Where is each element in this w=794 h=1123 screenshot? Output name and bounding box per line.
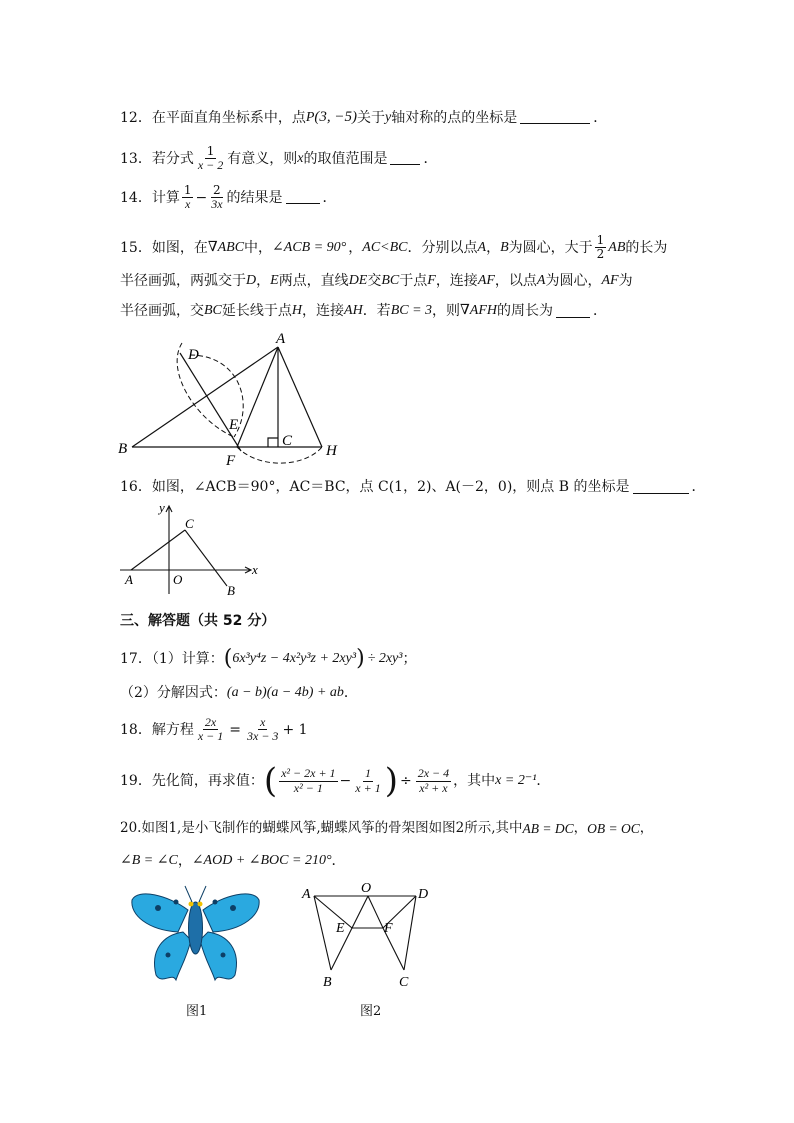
q19-fraction-1 xyxy=(279,767,337,794)
q13-text-b: 有意义，则 xyxy=(227,150,298,167)
q13-text-c: 的取值范围是 xyxy=(303,150,388,167)
q17-part1-end: ； xyxy=(402,651,417,667)
right-upper-wing xyxy=(203,894,259,932)
wing-spot xyxy=(230,905,236,911)
q15-text: 两点，直线 xyxy=(278,273,349,289)
q14-minus: − xyxy=(195,189,208,206)
label-c: C xyxy=(282,433,293,449)
q15-segment-bc: BC xyxy=(204,303,222,318)
left-upper-wing xyxy=(132,894,188,932)
q20-eq-angle-sum: ∠AOD + ∠BOC = 210° xyxy=(191,853,332,868)
segment-cb xyxy=(185,530,227,586)
wing-spot xyxy=(221,953,226,958)
q19-fraction-3 xyxy=(416,767,451,794)
q15-point-a: A xyxy=(477,239,487,255)
label-f: F xyxy=(384,921,393,936)
label-d: D xyxy=(188,347,199,363)
q15-text: ，则 xyxy=(432,303,461,319)
q19-f1-den: x² − 1 xyxy=(293,780,323,795)
label-d: D xyxy=(418,887,429,902)
segment-af xyxy=(237,347,278,447)
q13-end: ． xyxy=(423,150,438,167)
label-h: H xyxy=(326,443,337,459)
q15-answer-blank xyxy=(556,305,590,318)
q12-answer-blank xyxy=(520,111,590,124)
q19-fraction-2 xyxy=(353,767,382,794)
q15-text: 为圆心， xyxy=(545,273,602,289)
q15-text: ，连接 xyxy=(435,273,478,289)
wing-spot xyxy=(155,905,161,911)
label-o: O xyxy=(173,572,183,587)
q18-fraction-1 xyxy=(196,716,225,743)
label-b: B xyxy=(323,975,332,990)
q12-point: P xyxy=(305,109,315,125)
q13-frac-num: 1 xyxy=(206,144,215,158)
q15-text: ，连接 xyxy=(302,303,345,319)
label-e: E xyxy=(229,417,239,433)
q18-f1-den: x − 1 xyxy=(197,729,224,744)
q17-part2-label: （2）分解因式： xyxy=(120,685,227,701)
q15-segment-af: AF xyxy=(477,273,495,288)
question-12 xyxy=(120,110,607,125)
label-a: A xyxy=(125,572,133,587)
q17-open-paren: ( xyxy=(223,646,233,671)
segment-ba xyxy=(132,347,278,447)
section-3-title: 三、解答题（共 52 分） xyxy=(120,613,276,629)
q15-text: ， xyxy=(256,273,271,289)
q19-f3-num: 2x − 4 xyxy=(417,766,450,781)
question-19 xyxy=(120,761,551,801)
q15-text: ．若 xyxy=(362,303,391,319)
q16-text: 16．如图，∠ACB＝90°，AC＝BC，点 C(1，2)、A(－2，0)，则点 B 的坐标是 xyxy=(120,479,630,495)
q18-fraction-2 xyxy=(245,716,280,743)
q20-text: ， xyxy=(639,820,654,836)
segment-ah xyxy=(278,347,322,447)
q18-equals: = xyxy=(229,721,241,738)
q13-text-a: 13．若分式 xyxy=(120,150,194,167)
q14-text-b: 的结果是 xyxy=(226,189,283,206)
question-15-line-3 xyxy=(120,304,607,318)
q14-f2-den: 3x xyxy=(211,197,223,212)
label-x: x xyxy=(252,562,258,577)
butterfly-kite-image xyxy=(128,880,263,990)
q14-fraction-2 xyxy=(209,184,224,211)
q15-text: 15．如图，在 xyxy=(120,239,208,256)
question-17-part-1 xyxy=(120,648,416,670)
q17-part1-div: ÷ 2xy³ xyxy=(367,651,403,666)
antenna xyxy=(185,886,192,902)
q12-axis: y xyxy=(385,109,392,125)
q15-text: ， xyxy=(486,239,501,256)
question-15-line-1 xyxy=(120,234,667,261)
segment-ac xyxy=(131,530,185,570)
q19-label: 19．先化简，再求值： xyxy=(120,773,264,789)
q18-tail: + 1 xyxy=(282,721,308,738)
q19-f3-den: x² + x xyxy=(419,780,448,795)
q19-minus: − xyxy=(339,773,352,789)
q20-eq-ob-oc: OB = OC xyxy=(587,821,640,836)
left-lower-wing xyxy=(155,932,191,980)
arc-fh xyxy=(237,447,322,463)
kite-body xyxy=(189,902,203,954)
q15-point-d: D xyxy=(246,273,257,288)
q20-eq-angle-b-c: ∠B = ∠C xyxy=(120,853,178,868)
arc-from-a xyxy=(177,343,234,437)
q19-f1-num: x² − 2x + 1 xyxy=(281,766,336,781)
q12-coord: (3, −5) xyxy=(314,109,358,125)
q15-text: 的长为 xyxy=(625,239,668,256)
question-13 xyxy=(120,145,437,172)
q17-part1-label: 17．（1）计算： xyxy=(120,651,224,667)
q19-tail-expr: x = 2⁻¹ xyxy=(495,773,537,788)
wing-spot xyxy=(166,953,171,958)
kite-eye xyxy=(198,902,203,907)
q18-f2-num: x xyxy=(260,715,266,729)
q15-triangle: ∇ABC xyxy=(207,239,245,255)
q20-end: ． xyxy=(331,853,346,869)
label-c: C xyxy=(185,516,194,531)
q15-point-f: F xyxy=(427,273,436,288)
q19-close-paren: ) xyxy=(384,761,398,801)
q15-point-b: B xyxy=(500,239,509,255)
label-o: O xyxy=(361,881,372,896)
q14-f1-num: 1 xyxy=(183,183,192,197)
q19-div: ÷ xyxy=(399,773,412,789)
label-e: E xyxy=(336,921,345,936)
question-17-part-2 xyxy=(120,686,358,700)
q18-f1-num: 2x xyxy=(204,715,217,729)
figure-1-caption: 图1 xyxy=(186,1004,208,1019)
q15-text: 于点 xyxy=(399,273,428,289)
q17-close-paren: ) xyxy=(356,646,365,671)
q18-f2-den: 3x − 3 xyxy=(247,729,279,744)
q13-answer-blank xyxy=(390,152,420,165)
q19-tail-a: ，其中 xyxy=(453,773,496,789)
q17-part2-expr: (a − b)(a − 4b) + ab xyxy=(226,685,344,700)
q14-answer-blank xyxy=(286,191,320,204)
q15-segment-ab: AB xyxy=(608,239,626,255)
q15-line-de: DE xyxy=(348,273,368,288)
q14-text-a: 14．计算 xyxy=(120,189,180,206)
right-lower-wing xyxy=(200,932,236,980)
segment-of xyxy=(368,896,383,928)
question-18 xyxy=(120,716,308,743)
q15-text: 交 xyxy=(367,273,382,289)
question-20-line-2 xyxy=(120,854,346,868)
label-c: C xyxy=(399,975,409,990)
q15-point-e: E xyxy=(270,273,279,288)
q15-triangle-afh: ∇AFH xyxy=(460,303,498,318)
q15-point-h: H xyxy=(291,303,303,318)
q20-eq-ab-dc: AB = DC xyxy=(522,821,574,836)
q15-text: 为圆心，大于 xyxy=(508,239,593,256)
label-a: A xyxy=(302,887,311,902)
q15-text: 延长线于点 xyxy=(221,303,292,319)
q17-part2-end: ． xyxy=(343,685,358,701)
segment-ab xyxy=(314,896,331,970)
segment-oe xyxy=(352,896,368,928)
q15-point-a: A xyxy=(536,273,546,288)
label-b: B xyxy=(227,583,235,598)
q15-segment-ah: AH xyxy=(344,303,363,318)
q15-half-num: 1 xyxy=(596,233,605,247)
q12-text-b: 关于 xyxy=(357,109,386,126)
section-3-heading xyxy=(120,614,275,628)
q17-part1-expr: 6x³y⁴z − 4x²y³z + 2xy³ xyxy=(232,651,357,666)
q15-text: 为 xyxy=(618,273,633,289)
q15-text: 半径画弧，两弧交于 xyxy=(120,273,246,289)
question-16 xyxy=(120,480,706,494)
q12-text-a: 12．在平面直角坐标系中，点 xyxy=(120,109,306,126)
q19-end: ． xyxy=(536,773,551,789)
q16-figure xyxy=(115,498,265,598)
q18-label: 18．解方程 xyxy=(120,721,194,738)
q15-text: ， xyxy=(348,239,363,256)
q15-angle: ∠ACB = 90° xyxy=(272,239,347,255)
q20-text: ， xyxy=(573,820,588,836)
label-a: A xyxy=(276,331,286,347)
question-14 xyxy=(120,184,337,211)
q13-frac-den: x − 2 xyxy=(197,158,224,173)
antenna xyxy=(199,886,206,902)
q15-text: 的周长为 xyxy=(497,303,554,319)
q12-text-c: 轴对称的点的坐标是 xyxy=(391,109,518,126)
q15-inequality: AC<BC xyxy=(362,239,408,255)
q15-half-fraction xyxy=(595,234,607,261)
q19-open-paren: ( xyxy=(263,761,278,801)
q20-figure-2 xyxy=(298,880,438,995)
kite-eye xyxy=(189,902,194,907)
wing-spot xyxy=(174,900,179,905)
q15-figure xyxy=(110,325,370,470)
figure-2-caption: 图2 xyxy=(360,1004,382,1019)
q19-f2-den: x + 1 xyxy=(355,780,381,795)
q15-text: 中， xyxy=(244,239,273,256)
wing-spot xyxy=(213,900,218,905)
q16-answer-blank xyxy=(633,481,689,494)
q20-text: 20.如图1,是小飞制作的蝴蝶风筝,蝴蝶风筝的骨架图如图2所示,其中 xyxy=(120,820,523,836)
q20-text: ， xyxy=(177,853,192,869)
q15-end: ． xyxy=(593,303,608,319)
q15-half-den: 2 xyxy=(596,247,605,262)
q14-f2-num: 2 xyxy=(213,183,221,197)
label-y: y xyxy=(159,500,165,515)
q14-fraction-1 xyxy=(182,184,194,211)
right-angle-mark xyxy=(268,438,278,447)
label-b: B xyxy=(118,441,128,457)
segment-dc xyxy=(404,896,416,970)
question-15-line-2 xyxy=(120,274,633,288)
q15-text: 半径画弧，交 xyxy=(120,303,204,319)
q15-text: ．分别以点 xyxy=(407,239,478,256)
q15-text: ，以点 xyxy=(494,273,537,289)
q19-f2-num: 1 xyxy=(365,766,371,781)
q12-end: ． xyxy=(593,109,608,126)
label-f: F xyxy=(226,453,236,469)
q13-var: x xyxy=(297,150,304,166)
question-20-line-1 xyxy=(120,822,653,836)
q15-segment-af: AF xyxy=(601,273,619,288)
q15-segment-bc: BC xyxy=(381,273,400,288)
q15-condition: BC = 3 xyxy=(390,303,433,318)
q14-f1-den: x xyxy=(184,197,191,212)
q16-end: ． xyxy=(691,479,706,495)
q14-end: ． xyxy=(322,189,337,206)
q13-fraction xyxy=(196,145,225,172)
